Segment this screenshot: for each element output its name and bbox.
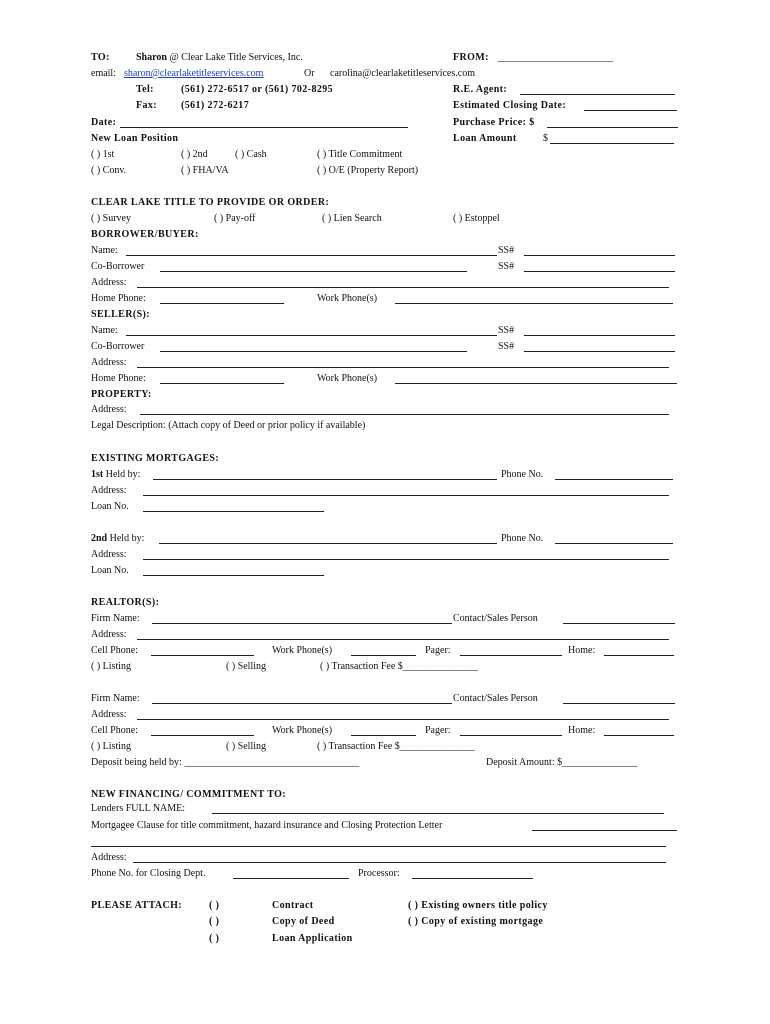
to-name: Sharon [136,52,167,63]
date-label: Date: [91,117,117,128]
realtor1-cell-field[interactable] [151,655,254,656]
realtor1-pager-label: Pager: [425,645,451,656]
loan-amount-field[interactable] [550,143,674,144]
realtor1-contact-field[interactable] [563,623,675,624]
seller-coborrower-ss-field[interactable] [524,351,675,352]
financing-address-label: Address: [91,852,127,863]
realtor2-contact-field[interactable] [563,703,675,704]
second-prefix: 2nd [91,533,108,544]
seller-address-label: Address: [91,357,127,368]
realtor1-home-field[interactable] [604,655,674,656]
lenders-name-label: Lenders FULL NAME: [91,803,186,814]
option-fha-va[interactable]: ( ) FHA/VA [181,165,229,176]
realtor2-cell-label: Cell Phone: [91,725,138,736]
realtor2-selling[interactable]: ( ) Selling [226,741,266,752]
realtor1-cell-label: Cell Phone: [91,645,138,656]
option-lien-search[interactable]: ( ) Lien Search [322,213,382,224]
property-heading: PROPERTY: [91,389,152,400]
property-address-field[interactable] [140,414,669,415]
realtor2-home-field[interactable] [604,735,674,736]
re-agent-field[interactable] [520,94,675,95]
realtor2-pager-field[interactable] [460,735,562,736]
mortgagee-clause-field-line2[interactable] [91,846,666,847]
attach-deed-checkbox[interactable]: ( ) [209,916,220,927]
to-recipient [136,52,303,64]
borrower-heading: BORROWER/BUYER: [91,229,199,240]
first-mortgage-held-field[interactable] [153,479,497,480]
realtor1-listing[interactable]: ( ) Listing [91,661,131,672]
realtor1-work-field[interactable] [351,655,416,656]
new-loan-label: New Loan Position [91,133,179,144]
coborrower-field[interactable] [160,271,467,272]
borrower-name-label: Name: [91,245,118,256]
second-mortgage-address-label: Address: [91,549,127,560]
loan-amount-dollar: $ [543,133,548,144]
purchase-price-field[interactable] [547,127,678,128]
deposit-held-by[interactable]: Deposit being held by: ___________________________________ [91,757,360,768]
seller-home-phone-label: Home Phone: [91,373,146,384]
realtor1-transaction-fee[interactable]: ( ) Transaction Fee $_______________ [320,661,478,672]
loan-amount-label: Loan Amount [453,133,517,144]
date-field[interactable] [120,127,408,128]
financing-address-field[interactable] [133,862,666,863]
option-conv[interactable]: ( ) Conv. [91,165,127,176]
realtor2-listing[interactable]: ( ) Listing [91,741,131,752]
closing-date-field[interactable] [584,110,677,111]
seller-coborrower-label: Co-Borrower [91,341,145,352]
seller-address-field[interactable] [137,367,669,368]
option-title-commitment[interactable]: ( ) Title Commitment [317,149,403,160]
attach-contract-label: Contract [272,900,314,911]
realtor2-firm-field[interactable] [152,703,452,704]
second-mortgage-loan-field[interactable] [143,575,324,576]
borrower-ss-field[interactable] [524,255,675,256]
order-heading: CLEAR LAKE TITLE TO PROVIDE OR ORDER: [91,197,330,208]
realtor1-address-field[interactable] [137,639,669,640]
attach-owners-policy[interactable]: ( ) Existing owners title policy [408,900,548,911]
borrower-address-field[interactable] [137,287,669,288]
from-label: FROM: [453,52,489,63]
email-primary-link[interactable]: sharon@clearlaketitleservices.com [124,68,264,79]
purchase-price-label: Purchase Price: $ [453,117,535,128]
realtor1-contact-label: Contact/Sales Person [453,613,538,624]
legal-description-label: Legal Description: (Attach copy of Deed or prior policy if available) [91,420,366,431]
realtor2-work-label: Work Phone(s) [272,725,333,736]
borrower-home-phone-label: Home Phone: [91,293,146,304]
seller-name-field[interactable] [126,335,497,336]
attach-contract-checkbox[interactable]: ( ) [209,900,220,911]
realtor2-home-label: Home: [568,725,596,736]
closing-dept-phone-field[interactable] [233,878,349,879]
borrower-name-field[interactable] [126,255,497,256]
second-mortgage-held-field[interactable] [159,543,497,544]
mortgages-heading: EXISTING MORTGAGES: [91,453,220,464]
attach-loan-app-checkbox[interactable]: ( ) [209,933,220,944]
first-mortgage-loan-field[interactable] [143,511,324,512]
seller-coborrower-field[interactable] [160,351,467,352]
second-mortgage-phone-field[interactable] [555,543,673,544]
realtor2-address-field[interactable] [137,719,669,720]
realtor2-address-label: Address: [91,709,127,720]
lenders-name-field[interactable] [212,813,664,814]
realtor1-pager-field[interactable] [460,655,562,656]
realtor2-transaction-fee[interactable]: ( ) Transaction Fee $_______________ [317,741,475,752]
attach-deed-label: Copy of Deed [272,916,335,927]
deposit-amount[interactable]: Deposit Amount: $_______________ [486,757,638,768]
mortgagee-clause-field[interactable] [532,830,677,831]
seller-name-label: Name: [91,325,118,336]
first-mortgage-phone-label: Phone No. [501,469,544,480]
closing-dept-phone-label: Phone No. for Closing Dept. [91,868,206,879]
fax-label: Fax: [136,100,158,111]
borrower-work-phone-field[interactable] [395,303,673,304]
realtors-heading: REALTOR(S): [91,597,160,608]
financing-heading: NEW FINANCING/ COMMITMENT TO: [91,789,287,800]
realtor1-selling[interactable]: ( ) Selling [226,661,266,672]
processor-field[interactable] [412,878,533,879]
processor-label: Processor: [358,868,400,879]
option-payoff[interactable]: ( ) Pay-off [214,213,256,224]
email-or: Or [304,68,315,79]
attach-mortgage-copy[interactable]: ( ) Copy of existing mortgage [408,916,544,927]
seller-coborrower-ss-label: SS# [498,341,515,352]
realtor2-work-field[interactable] [351,735,416,736]
seller-work-phone-label: Work Phone(s) [317,373,378,384]
tel-value: (561) 272-6517 or (561) 702-8295 [181,84,334,95]
realtor2-cell-field[interactable] [151,735,254,736]
to-label: TO: [91,52,110,63]
borrower-home-phone-field[interactable] [160,303,284,304]
first-prefix: 1st [91,469,104,480]
coborrower-ss-field[interactable] [524,271,675,272]
email-alt: carolina@clearlaketitleservices.com [330,68,475,79]
realtor1-work-label: Work Phone(s) [272,645,333,656]
realtor2-contact-label: Contact/Sales Person [453,693,538,704]
realtor1-firm-field[interactable] [152,623,452,624]
realtor2-pager-label: Pager: [425,725,451,736]
first-mortgage-address-label: Address: [91,485,127,496]
coborrower-label: Co-Borrower [91,261,145,272]
first-held-text: Held by: [103,469,141,480]
option-2nd[interactable]: ( ) 2nd [181,149,208,160]
first-mortgage-loan-label: Loan No. [91,501,129,512]
second-mortgage-phone-label: Phone No. [501,533,544,544]
second-held-text: Held by: [107,533,145,544]
mortgagee-clause-label: Mortgagee Clause for title commitment, hazard insurance and Closing Protection Letter [91,820,443,831]
option-1st[interactable]: ( ) 1st [91,149,115,160]
seller-work-phone-field[interactable] [395,383,677,384]
first-mortgage-held-label [91,469,140,481]
realtor1-home-label: Home: [568,645,596,656]
seller-heading: SELLER(S): [91,309,151,320]
second-mortgage-held-label [91,533,144,545]
borrower-address-label: Address: [91,277,127,288]
closing-date-label: Estimated Closing Date: [453,100,567,111]
realtor1-address-label: Address: [91,629,127,640]
coborrower-ss-label: SS# [498,261,515,272]
re-agent-label: R.E. Agent: [453,84,508,95]
to-company: @ Clear Lake Title Services, Inc. [166,52,303,63]
property-address-label: Address: [91,404,127,415]
tel-label: Tel: [136,84,154,95]
borrower-work-phone-label: Work Phone(s) [317,293,378,304]
attach-heading: PLEASE ATTACH: [91,900,183,911]
seller-ss-label: SS# [498,325,515,336]
option-survey[interactable]: ( ) Survey [91,213,131,224]
email-label: email: [91,68,116,79]
second-mortgage-address-field[interactable] [143,559,669,560]
fax-value: (561) 272-6217 [181,100,250,111]
option-oe[interactable]: ( ) O/E (Property Report) [317,165,419,176]
seller-home-phone-field[interactable] [160,383,284,384]
realtor1-firm-label: Firm Name: [91,613,140,624]
option-cash[interactable]: ( ) Cash [235,149,267,160]
second-mortgage-loan-label: Loan No. [91,565,129,576]
attach-loan-app-label: Loan Application [272,933,353,944]
borrower-ss-label: SS# [498,245,515,256]
realtor2-firm-label: Firm Name: [91,693,140,704]
option-estoppel[interactable]: ( ) Estoppel [453,213,500,224]
first-mortgage-phone-field[interactable] [555,479,673,480]
from-field[interactable]: _______________________ [498,52,613,63]
first-mortgage-address-field[interactable] [143,495,669,496]
seller-ss-field[interactable] [524,335,675,336]
